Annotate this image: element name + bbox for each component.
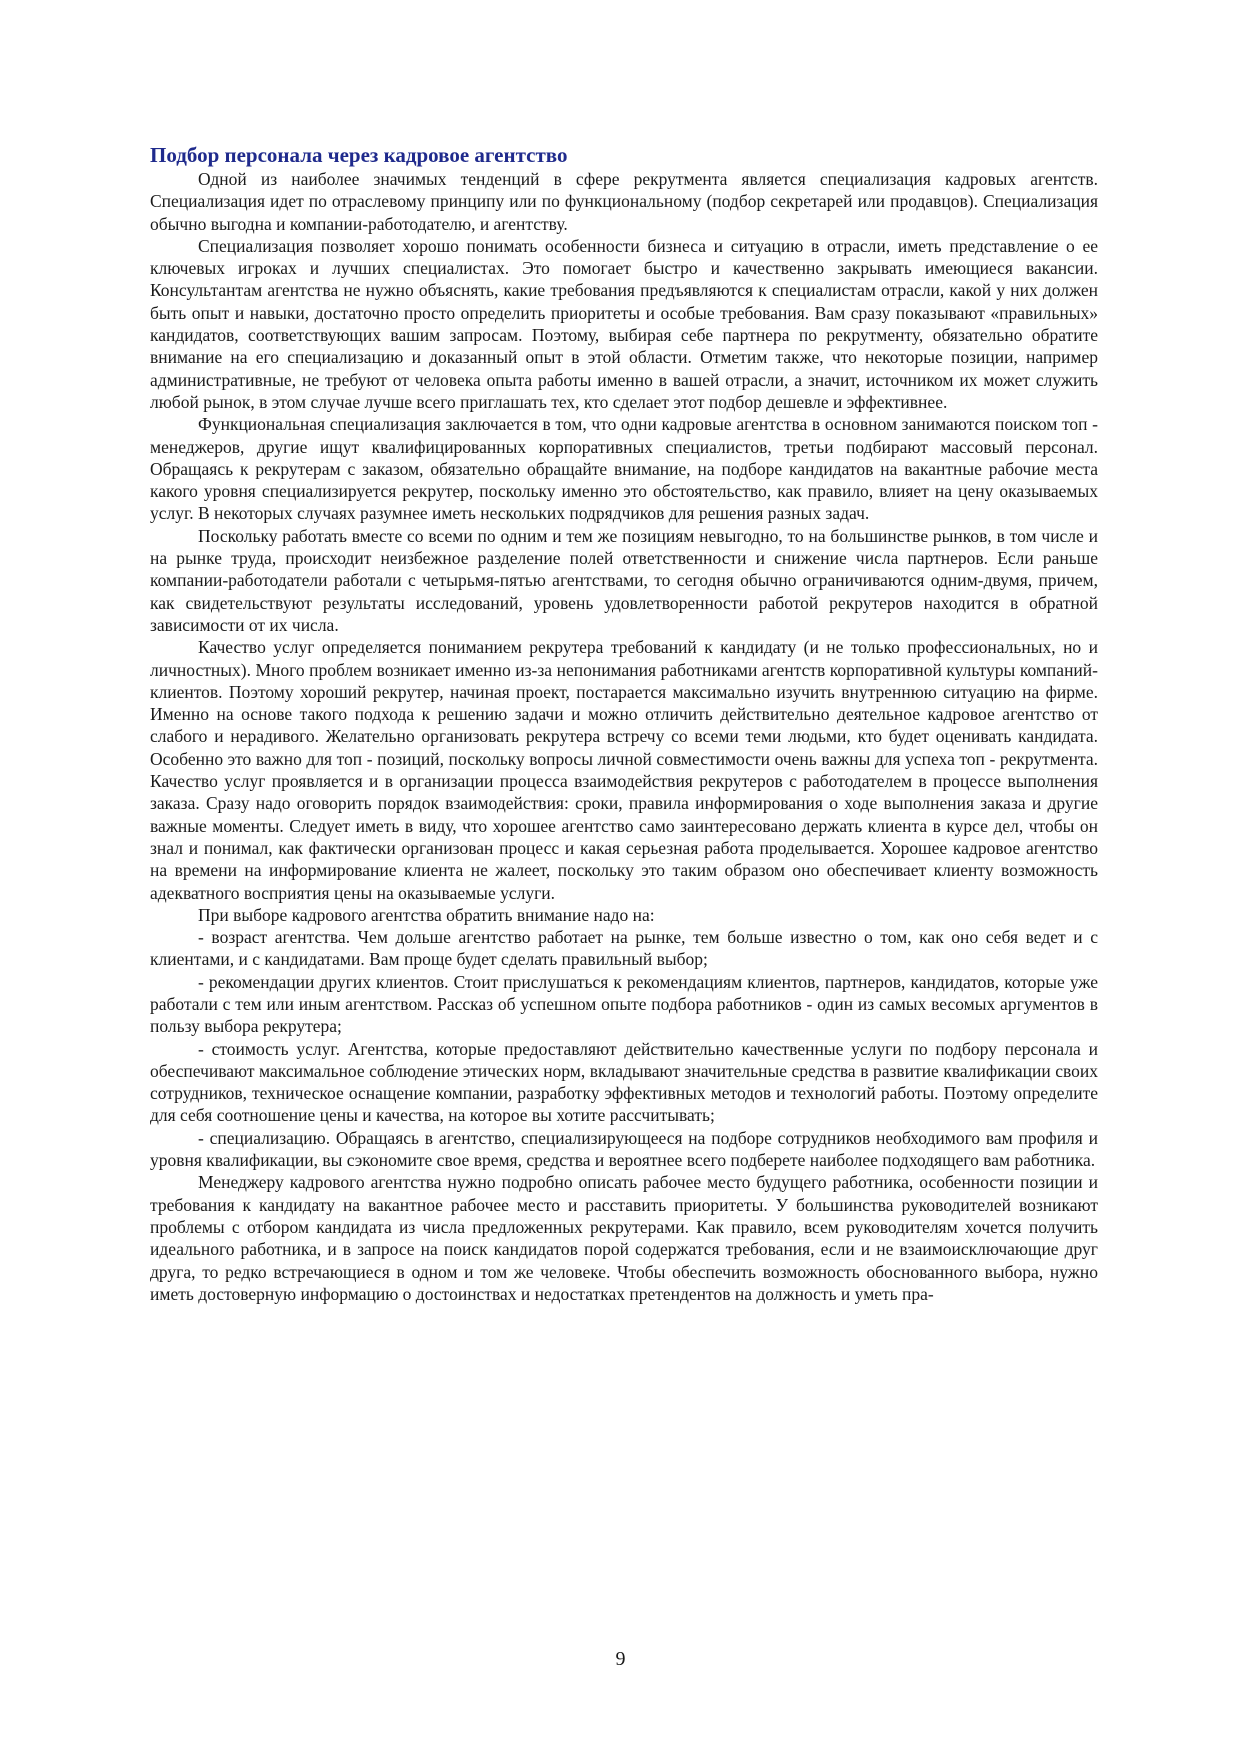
list-item-service-cost: - стоимость услуг. Агентства, которые предоставляют действительно качественные услуги по подбору персонала и обеспечивают максимальное соблюдение этических норм, вкладывают значительные средства в развитие квалификации своих сотрудников, техническое оснащение компании, разработку эффективных методов и технологий работы. Поэтому определите для себя соотношение цены и качества, на которое вы хотите рассчитывать; [150, 1038, 1098, 1126]
paragraph-selection-criteria-intro: При выборе кадрового агентства обратить внимание надо на: [198, 904, 655, 925]
paragraph-functional-specialization: Функциональная специализация заключается в том, что одни кадровые агентства в основном занимаются поиском топ - менеджеров, другие ищут квалифицированных корпоративных специалистов, третьи подбирают массовый персонал. Обращаясь к рекрутерам с заказом, обязательно обращайте внимание, на подборе кандидатов на вакантные рабочие места какого уровня специализируется рекрутер, поскольку именно это обстоятельство, как правило, влияет на цену оказываемых услуг. В некоторых случаях разумнее иметь нескольких подрядчиков для решения разных задач. [150, 414, 1098, 524]
paragraph-manager-requirements: Менеджеру кадрового агентства нужно подробно описать рабочее место будущего работника, особенности позиции и требования к кандидату на вакантное рабочее место и расставить приоритеты. У большинства руководителей возникают проблемы с отбором кандидата из числа предложенных рекрутерами. Как правило, всем руководителям хочется получить идеального работника, и в запросе на поиск кандидатов порой содержатся требования, если и не взаимоисключающие друг друга, то редко встречающиеся в одном и том же человеке. Чтобы обеспечить возможность обоснованного выбора, нужно иметь достоверную информацию о достоинствах и недостатках претендентов на должность и уметь пра- [150, 1172, 1098, 1304]
list-item-recommendations: - рекомендации других клиентов. Стоит прислушаться к рекомендациям клиентов, партнеров, кандидатов, которые уже работали с тем или иным агентством. Рассказ об успешном опыте подбора работников - один из самых весомых аргументов в пользу выбора рекрутера; [150, 971, 1098, 1037]
paragraph-partner-reduction: Поскольку работать вместе со всеми по одним и тем же позициям невыгодно, то на большинстве рынков, в том числе и на рынке труда, происходит неизбежное разделение полей ответственности и снижение числа партнеров. Если раньше компании-работодатели работали с четырьмя-пятью агентствами, то сегодня обычно ограничиваются одним-двумя, причем, как свидетельствуют результаты исследований, уровень удовлетворенности работой рекрутеров находится в обратной зависимости от их числа. [150, 525, 1098, 635]
list-item-specialization: - специализацию. Обращаясь в агентство, специализирующееся на подборе сотрудников необходимого вам профиля и уровня квалификации, вы сэкономите свое время, средства и вероятнее всего подберете наиболее подходящего вам работника. [150, 1127, 1098, 1171]
list-item-agency-age: - возраст агентства. Чем дольше агентство работает на рынке, тем больше известно о том, как оно себя ведет и с клиентами, и с кандидатами. Вам проще будет сделать правильный выбор; [150, 927, 1098, 970]
document-page [150, 142, 1098, 1305]
paragraph-specialization-benefits: Специализация позволяет хорошо понимать особенности бизнеса и ситуацию в отрасли, иметь представление о ее ключевых игроках и лучших специалистах. Это помогает быстро и качественно закрывать имеющиеся вакансии. Консультантам агентства не нужно объяснять, какие требования предъявляются к специалистам отрасли, какой у них должен быть опыт и навыки, достаточно просто определить приоритеты и особые требования. Вам сразу показывают «правильных» кандидатов, соответствующих вашим запросам. Поэтому, выбирая себе партнера по рекрутменту, обязательно обратите внимание на его специализацию и доказанный опыт в этой области. Отметим также, что некоторые позиции, например административные, не требуют от человека опыта работы именно в вашей отрасли, а значит, источником их может служить любой рынок, в этом случае лучше всего приглашать тех, кто сделает этот подбор дешевле и эффективнее. [150, 235, 1098, 412]
paragraph-service-quality: Качество услуг определяется пониманием рекрутера требований к кандидату (и не только профессиональных, но и личностных). Много проблем возникает именно из-за непонимания работниками агентств корпоративной культуры компаний-клиентов. Поэтому хороший рекрутер, начиная проект, постарается максимально изучить внутреннюю ситуацию на фирме. Именно на основе такого подхода к решению задачи и можно отличить действительно деятельное кадровое агентство от слабого и нерадивого. Желательно организовать рекрутера встречу со всеми теми людьми, кто будет оценивать кандидата. Особенно это важно для топ - позиций, поскольку вопросы личной совместимости очень важны для успеха топ - рекрутмента. Качество услуг проявляется и в организации процесса взаимодействия рекрутеров с работодателем в процессе выполнения заказа. Сразу надо оговорить порядок взаимодействия: сроки, правила информирования о ходе выполнения заказа и другие важные моменты. Следует иметь в виду, что хорошее агентство само заинтересовано держать клиента в курсе дел, чтобы он знал и понимал, как фактически организован процесс и какая серьезная работа проделывается. Хорошее кадровое агентство на времени на информирование клиента не жалеет, поскольку это таким образом оно обеспечивает клиенту возможность адекватного восприятия цены на оказываемые услуги. [150, 637, 1098, 903]
section-heading: Подбор персонала через кадровое агентство [150, 143, 568, 167]
paragraph-specialization-trend: Одной из наиболее значимых тенденций в сфере рекрутмента является специализация кадровых агентств. Специализация идет по отраслевому принципу или по функциональному (подбор секретарей или продавцов). Специализация обычно выгодна и компании-работодателю, и агентству. [150, 169, 1098, 234]
page-number: 9 [615, 1648, 626, 1670]
